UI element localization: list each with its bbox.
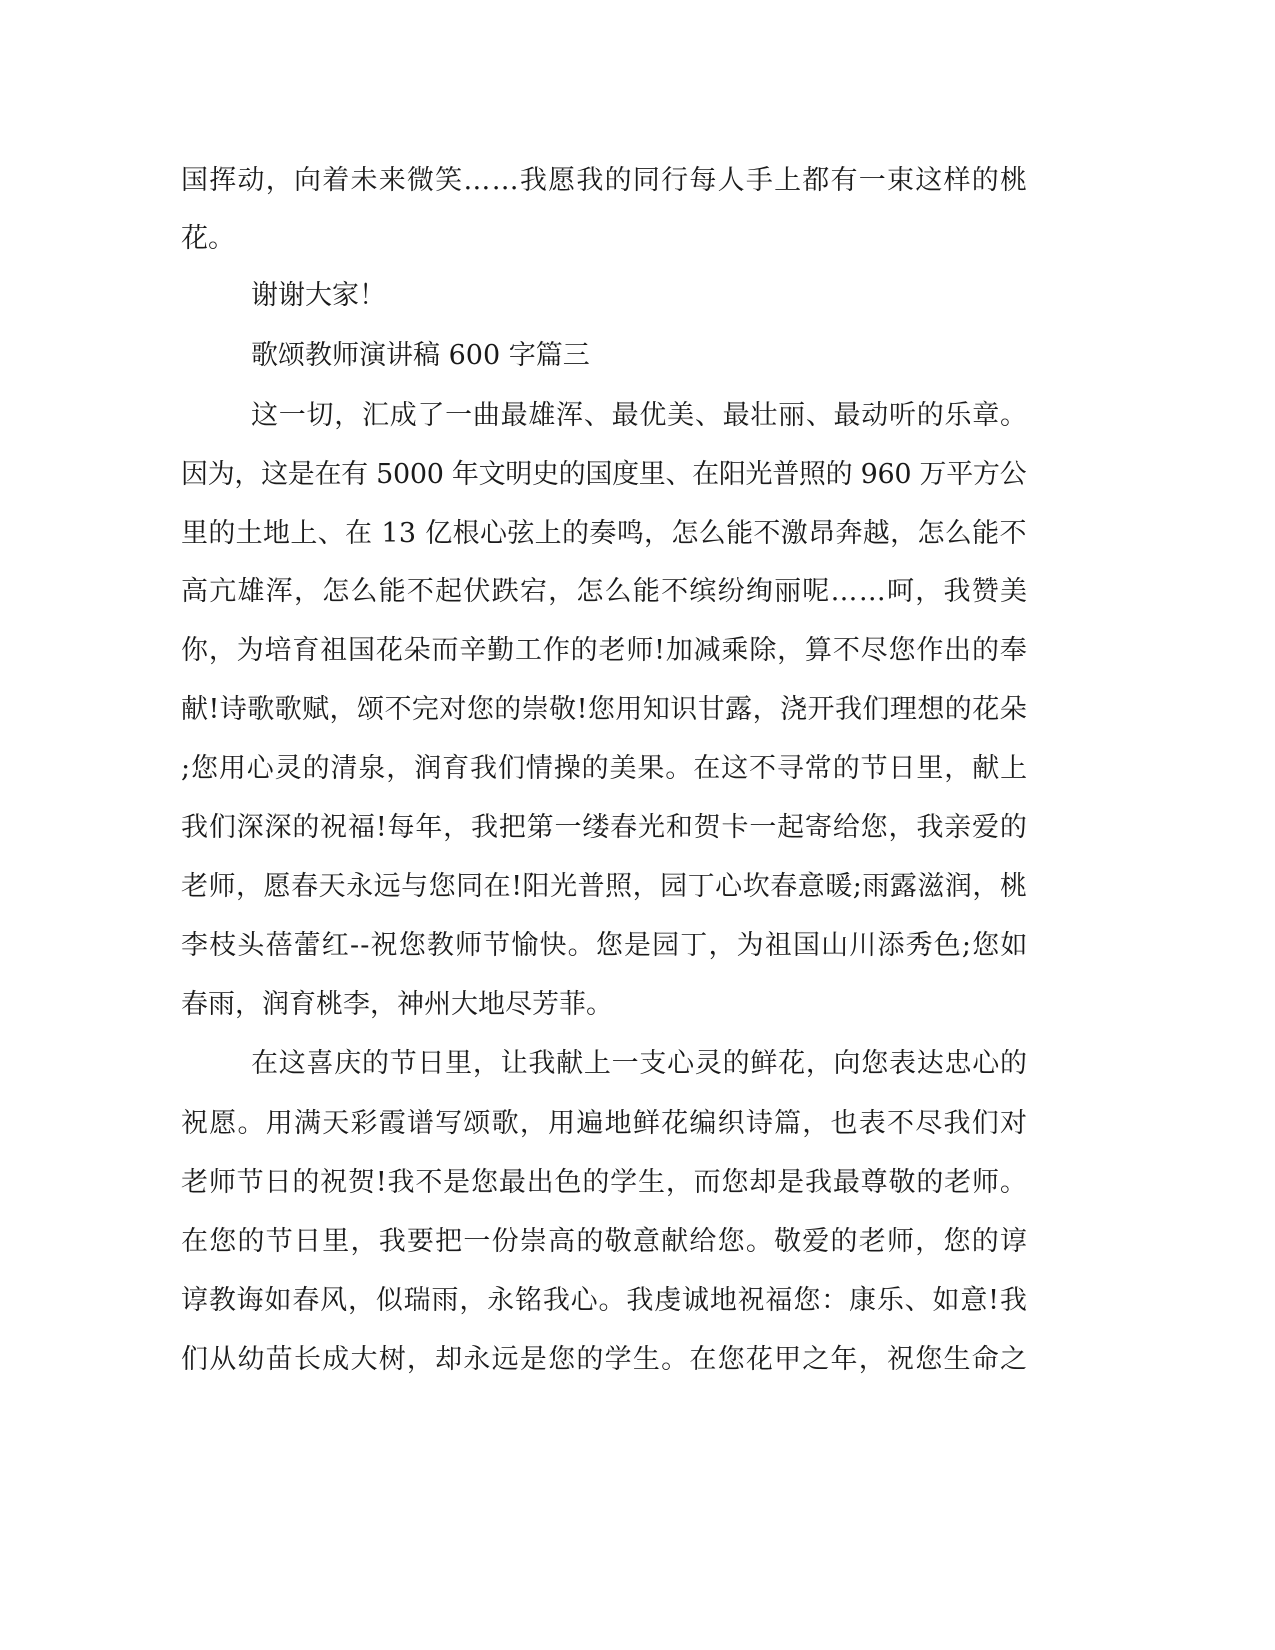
text-line: 在这喜庆的节日里，让我献上一支心灵的鲜花，向您表达忠心的 xyxy=(251,1048,1028,1079)
text-line: 老师节日的祝贺!我不是您最出色的学生，而您却是我最尊敬的老师。 xyxy=(181,1167,1028,1198)
text-line: 在您的节日里，我要把一份崇高的敬意献给您。敬爱的老师，您的谆 xyxy=(181,1226,1029,1257)
text-line: 们从幼苗长成大树，却永远是您的学生。在您花甲之年，祝您生命之 xyxy=(181,1344,1029,1375)
text-line: 花。 xyxy=(181,223,235,254)
section-heading: 歌颂教师演讲稿 600 字篇三 xyxy=(251,340,590,371)
text-line: 高亢雄浑，怎么能不起伏跌宕，怎么能不缤纷绚丽呢……呵，我赞美 xyxy=(181,576,1029,607)
text-line: 李枝头蓓蕾红--祝您教师节愉快。您是园丁，为祖国山川添秀色;您如 xyxy=(181,930,1029,961)
text-line: ;您用心灵的清泉，润育我们情操的美果。在这不寻常的节日里，献上 xyxy=(181,753,1028,784)
text-line: 春雨，润育桃李，神州大地尽芳菲。 xyxy=(181,989,613,1020)
text-line: 我们深深的祝福!每年，我把第一缕春光和贺卡一起寄给您，我亲爱的 xyxy=(181,812,1028,843)
text-line: 谢谢大家！ xyxy=(251,280,386,311)
text-line: 国挥动，向着未来微笑……我愿我的同行每人手上都有一束这样的桃 xyxy=(181,165,1029,196)
text-line: 这一切，汇成了一曲最雄浑、最优美、最壮丽、最动听的乐章。 xyxy=(251,400,1028,431)
text-line: 里的土地上、在 13 亿根心弦上的奏鸣，怎么能不激昂奔越，怎么能不 xyxy=(181,518,1027,549)
text-line: 因为，这是在有 5000 年文明史的国度里、在阳光普照的 960 万平方公 xyxy=(181,459,1027,490)
text-line: 献!诗歌歌赋，颂不完对您的崇敬!您用知识甘露，浇开我们理想的花朵 xyxy=(181,694,1028,725)
text-line: 你，为培育祖国花朵而辛勤工作的老师!加减乘除，算不尽您作出的奉 xyxy=(181,635,1028,666)
text-line: 老师，愿春天永远与您同在!阳光普照，园丁心坎春意暖;雨露滋润，桃 xyxy=(181,871,1028,902)
text-line: 谆教诲如春风，似瑞雨，永铭我心。我虔诚地祝福您：康乐、如意!我 xyxy=(181,1285,1028,1316)
text-line: 祝愿。用满天彩霞谱写颂歌，用遍地鲜花编织诗篇，也表不尽我们对 xyxy=(181,1108,1029,1139)
